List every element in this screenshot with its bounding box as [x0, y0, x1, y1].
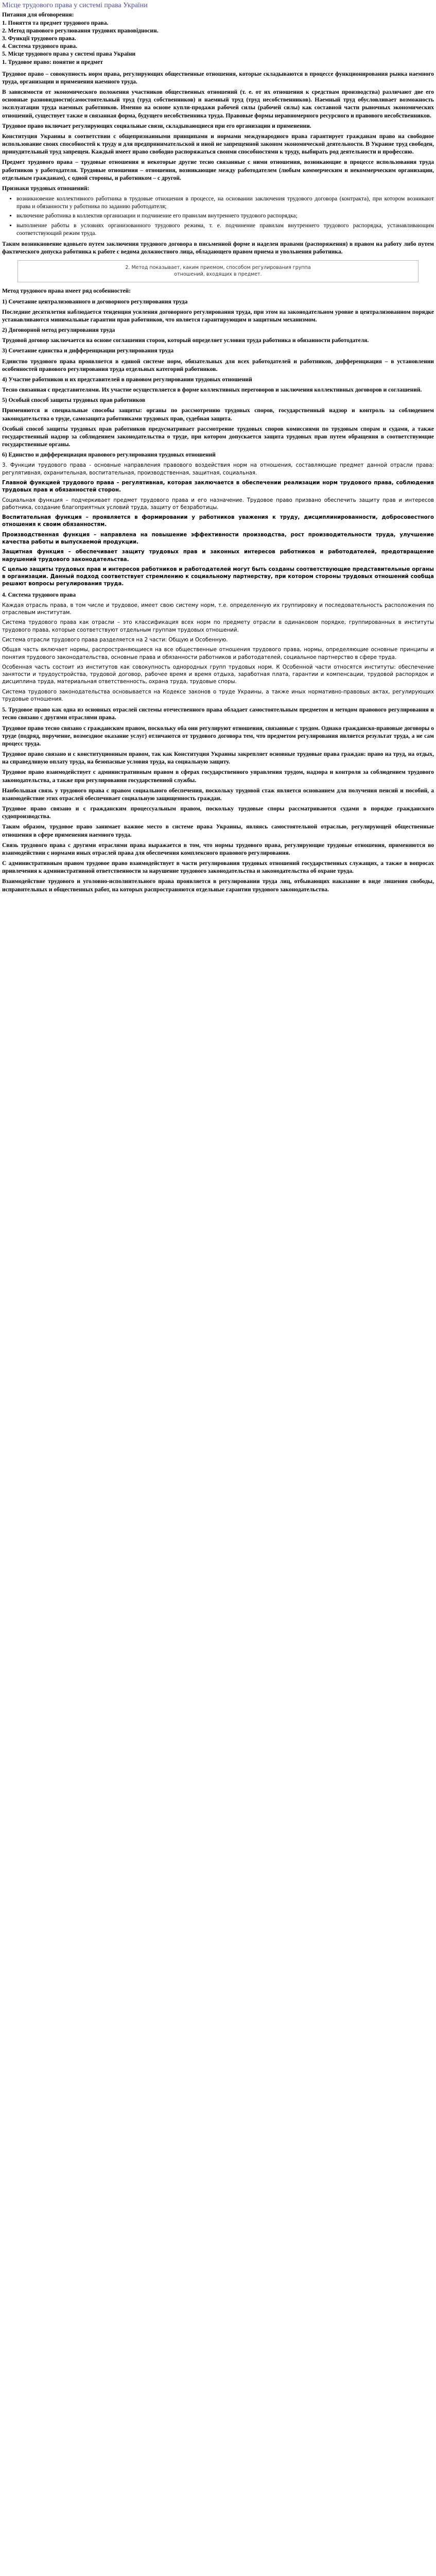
paragraph: Единство трудового права проявляется в единой системе норм, обязательных для всех работодателей и работников, дифференциация – в установлении особенностей правового регулирования труда отдельных категорий работников. [2, 358, 434, 372]
paragraph: Главной функцией трудового права – регулятивная, которая заключается в обеспечении реализации норм трудового права, соблюдения трудовых прав и обязанностей сторон. [2, 480, 434, 494]
paragraph: Наибольшая связь у трудового права с правом социального обеспечения, поскольку трудовой стаж является основанием для получения пенсий и пособий, а взаимодействие этих отраслей обеспечивает социальную защищенность граждан. [2, 787, 434, 802]
paragraph: Социальная функция – подчеркивает предмет трудового права и его назначение. Трудовое право призвано обеспечить защиту прав и интересов работника, создание благоприятных условий труда, защиту от безработицы. [2, 497, 434, 511]
plan-item: 3. Функції трудового права. [2, 35, 76, 42]
paragraph: В зависимости от экономического положения участников общественных отношений (т. е. от их отношения к средствам производства) различают две его основные разновидности(самостоятельный труд (труд собственников) и наемный труд (труд несобственников). Наемный труд обусловливает возможность эксплуатации труда наемных работников. Именно на основе купли-продажи рабочей силы (рабочей силы) как составной части рыночных экономических отношений, существует также и связанная форма, будущего несобственника труда. Правовые формы неравномерного ресурсного и правового несобственников. [2, 89, 434, 119]
plan-item: 2. Метод правового регулювання трудових правовідносин. [2, 27, 159, 34]
paragraph: Производственная функция – направлена на повышение эффективности производства, рост производительности труда, улучшение качества работы и выпускаемой продукции. [2, 532, 434, 545]
paragraph: Трудовое право связано и с гражданским процессуальным правом, поскольку трудовые споры рассматриваются судами в порядке гражданского судопроизводства. [2, 806, 434, 820]
section-4-title: 4. Система трудового права [2, 591, 76, 598]
paragraph: Таким возникновение вдовьего путем заключения трудового договора в письменной форме и наделен правами (распоряжения) в правом на работу либо путем фактического допуска работника к работе с ведома должностного лица, обладающего правом приема и увольнения работника. [2, 241, 434, 256]
paragraph: Система отрасли трудового права разделяется на 2 части: Общую и Особенную. [2, 637, 228, 643]
section-2 [2, 287, 434, 459]
paragraph: Защитная функция – обеспечивает защиту трудовых прав и законных интересов работников и работодателей, предотвращение нарушений трудового законодательства. [2, 549, 434, 563]
paragraph: Система трудового законодательства основывается на Кодексе законов о труде Украины, а также иных нормативно-правовых актах, регулирующих трудовые отношения. [2, 689, 434, 702]
paragraph: Система трудового права как отрасли – это классификация всех норм по предмету отрасли в одинаковом порядке, группированных в институты трудового права, которые соответствуют отдельным группам трудовых отношений. [2, 620, 434, 633]
section-1-bullets [2, 195, 434, 238]
paragraph: Предмет трудового права – трудовые отношения и некоторые другие тесно связанные с ними отношения, возникающие в процессе использования труда работников у работодателя. Трудовые отношения – отношения, возникающие между работодателем (любым коммерческим и некоммерческим организации, отдельным гражданам), с одной стороны, и работником – с другой. [2, 159, 434, 181]
figure-line-1: 2. Метод показывает, каким приемом, способом регулирования группа [125, 265, 311, 271]
bullet-item: • возникновение коллективного работника в трудовые отношения в процессе, на основании заключения трудового договора (контракта), при котором возникают права и обязанности у работника по заданию работодателя; [16, 195, 434, 211]
paragraph: Таким образом, трудовое право занимает важное место в системе права Украины, являясь самостоятельной отраслью, регулирующей общественные отношения в сфере применения наемного труда. [2, 824, 434, 838]
paragraph: Воспитательная функция – проявляется в формировании у работников уважения к труду, дисциплинированности, добросовестного отношения к своим обязанностям. [2, 515, 434, 528]
paragraph: 1) Сочетание централизованного и договорного регулирования труда [2, 298, 188, 305]
paragraph: 4) Участие работников и их представителей в правовом регулировании трудовых отношений [2, 376, 252, 383]
paragraph: Взаимодействие трудового и уголовно-исполнительного права проявляется в регулировании труда лиц, отбывающих наказание в виде лишения свободы, исправительных и общественных работ, на которых распространяются отдельные гарантии трудового законодательства. [2, 878, 434, 893]
paragraph: 3) Сочетание единства и дифференциации регулирования труда [2, 348, 174, 354]
paragraph: 5) Особый способ защиты трудовых прав работников [2, 397, 146, 404]
section-3 [2, 462, 434, 588]
paragraph: Трудовое право взаимодействует с административным правом в сферах государственного управления трудом, надзора и контроля за соблюдением трудового законодательства, а также при регулировании государственной службы. [2, 769, 434, 784]
paragraph: С целью защиты трудовых прав и интересов работников и работодателей могут быть созданы соответствующие представительные органы в организации. Данный подход соответствует стремлению к социальному партнерству, при котором стороны трудовых отношений сообща решают вопросы регулирования труда. [2, 566, 434, 587]
section-5 [2, 706, 434, 894]
paragraph: Применяются и специальные способы защиты: органы по рассмотрению трудовых споров, государственный надзор и контроль за соблюдением законодательства о труде, самозащита работниками трудовых прав, судебная защита. [2, 408, 434, 422]
plan-item: 1. Трудовое право: понятие и предмет [2, 59, 103, 65]
plan-item: 5. Місце трудового права у системі права України [2, 51, 136, 58]
figure-caption [18, 260, 418, 282]
bullet-item: • включение работника в коллектив организации и подчинение его правилам внутреннего трудового распорядка; [16, 212, 434, 220]
page-remainder [2, 896, 434, 2576]
paragraph: Каждая отрасль права, в том числе и трудовое, имеет свою систему норм, т.е. определенную их группировку и последовательность расположения по отраслевым институтам. [2, 602, 434, 616]
plan-item: 4. Система трудового права. [2, 43, 78, 50]
paragraph: Трудовой договор заключается на основе соглашения сторон, который определяет условия труда работника и обязанности работодателя. [2, 337, 369, 344]
paragraph: Конституция Украины в соответствии с общепризнанными принципами и нормами международного права гарантирует гражданам право на свободное использование своих способностей к труду и для предпринимательской и иной не запрещенной законом экономической деятельности. В Украине труд свободен, принудительный труд запрещен. Каждый имеет право свободно распоряжаться своими способностями к труду, выбирать род деятельности и профессию. [2, 133, 434, 156]
paragraph: Признаки трудовых отношений: [2, 185, 90, 192]
paragraph: Тесно связанная с представителями. Их участие осуществляется в форме коллективных переговоров и заключения коллективных договоров и соглашений. [2, 387, 422, 394]
bullet-item: • выполнение работы в условиях организованного трудового режима, т. е. подчинение правилам внутреннего трудового распорядка, устанавливающим соответствующий режим труда. [16, 222, 434, 238]
paragraph: Последние десятилетия наблюдается тенденция усиления договорного регулирования труда, при этом на законодательном уровне в централизованном порядке устанавливаются минимальные гарантии прав работников, что является гарантирующим и защитным механизмом. [2, 309, 434, 323]
plan-heading: Питання для обговорення: [2, 12, 74, 19]
section-4 [2, 602, 434, 703]
paragraph: Особенная часть состоит из институтов как совокупность однородных групп трудовых норм. К Особенной части относятся институты: обеспечение занятости и трудоустройства, трудовой договор, рабочее время и время отдыха, заработная плата, гарантии и компенсации, трудовой распорядок и дисциплина труда, материальная ответственность, охрана труда, трудовые споры. [2, 664, 434, 685]
figure-line-2: отношений, входящих в предмет. [174, 271, 262, 277]
paragraph: 6) Единство и дифференциация правового регулирования трудовых отношений [2, 452, 216, 459]
plan-item: 1. Поняття та предмет трудового права. [2, 20, 109, 26]
paragraph: Трудовое право связано и с конституционным правом, так как Конституция Украины закрепляет основные трудовые права граждан: право на труд, на отдых, на справедливую оплату труда, на безопасные условия труда, на социальную защиту. [2, 751, 434, 766]
paragraph: 3. Функции трудового права - основные направления правового воздействия норм на отношения, составляющие предмет данной отрасли права: регулятивная, охранительная, воспитательная, производственная, защитная, социальная. [2, 463, 434, 476]
paragraph: 2) Договорной метод регулирования труда [2, 327, 115, 334]
plan-list [2, 20, 434, 66]
paragraph: С административным правом трудовое право взаимодействует в части регулирования трудовых отношений государственных служащих, а также в вопросах привлечения к административной ответственности за нарушение трудового законодательства и законодательства об охране труда. [2, 860, 434, 875]
paragraph: Особый способ защиты трудовых прав работников предусматривает рассмотрение трудовых споров комиссиями по трудовым спорам и судами, а также государственный надзор за соблюдением законодательства о труде, при котором допускается защита трудовых прав путем обращения в соответствующие государственные органы. [2, 426, 434, 448]
paragraph: Трудовое право тесно связано с гражданским правом, поскольку оба они регулируют отношения, связанные с трудом. Однако гражданско-правовые договоры о труде (подряд, поручение, возмездное оказание услуг) отличаются от трудового договора тем, что предметом регулирования является результат труда, а не сам процесс труда. [2, 725, 434, 747]
section-1 [2, 71, 434, 193]
section-1-continued [2, 241, 434, 256]
paragraph: Метод трудового права имеет ряд особенностей: [2, 288, 131, 295]
paragraph: Общая часть включает нормы, распространяющиеся на все общественные отношения трудового права, нормы, определяющие основные принципы и понятия трудового законодательства, основные права и обязанности работников и работодателей, социальное партнерство в сфере труда. [2, 647, 434, 660]
paragraph: Трудовое право – совокупность норм права, регулирующих общественные отношения, которые складываются в процессе функционирования рынка наемного труда, организации и применения наемного труда. [2, 71, 434, 85]
paragraph: Трудовое право включает регулирующих социальные связи, складывающиеся при его организации и применении. [2, 123, 311, 129]
page-title: Місце трудового права у системі права України [2, 2, 148, 9]
paragraph: Связь трудового права с другими отраслями права выражается в том, что нормы трудового права, регулирующие трудовые отношения, применяются во взаимодействии с нормами иных отраслей права для обеспечения комплексного правового регулирования. [2, 842, 434, 856]
paragraph: 5. Трудовое право как одна из основных отраслей системы отечественного права обладает самостоятельным предметом и методом правового регулирования и тесно связано с другими отраслями права. [2, 707, 434, 721]
